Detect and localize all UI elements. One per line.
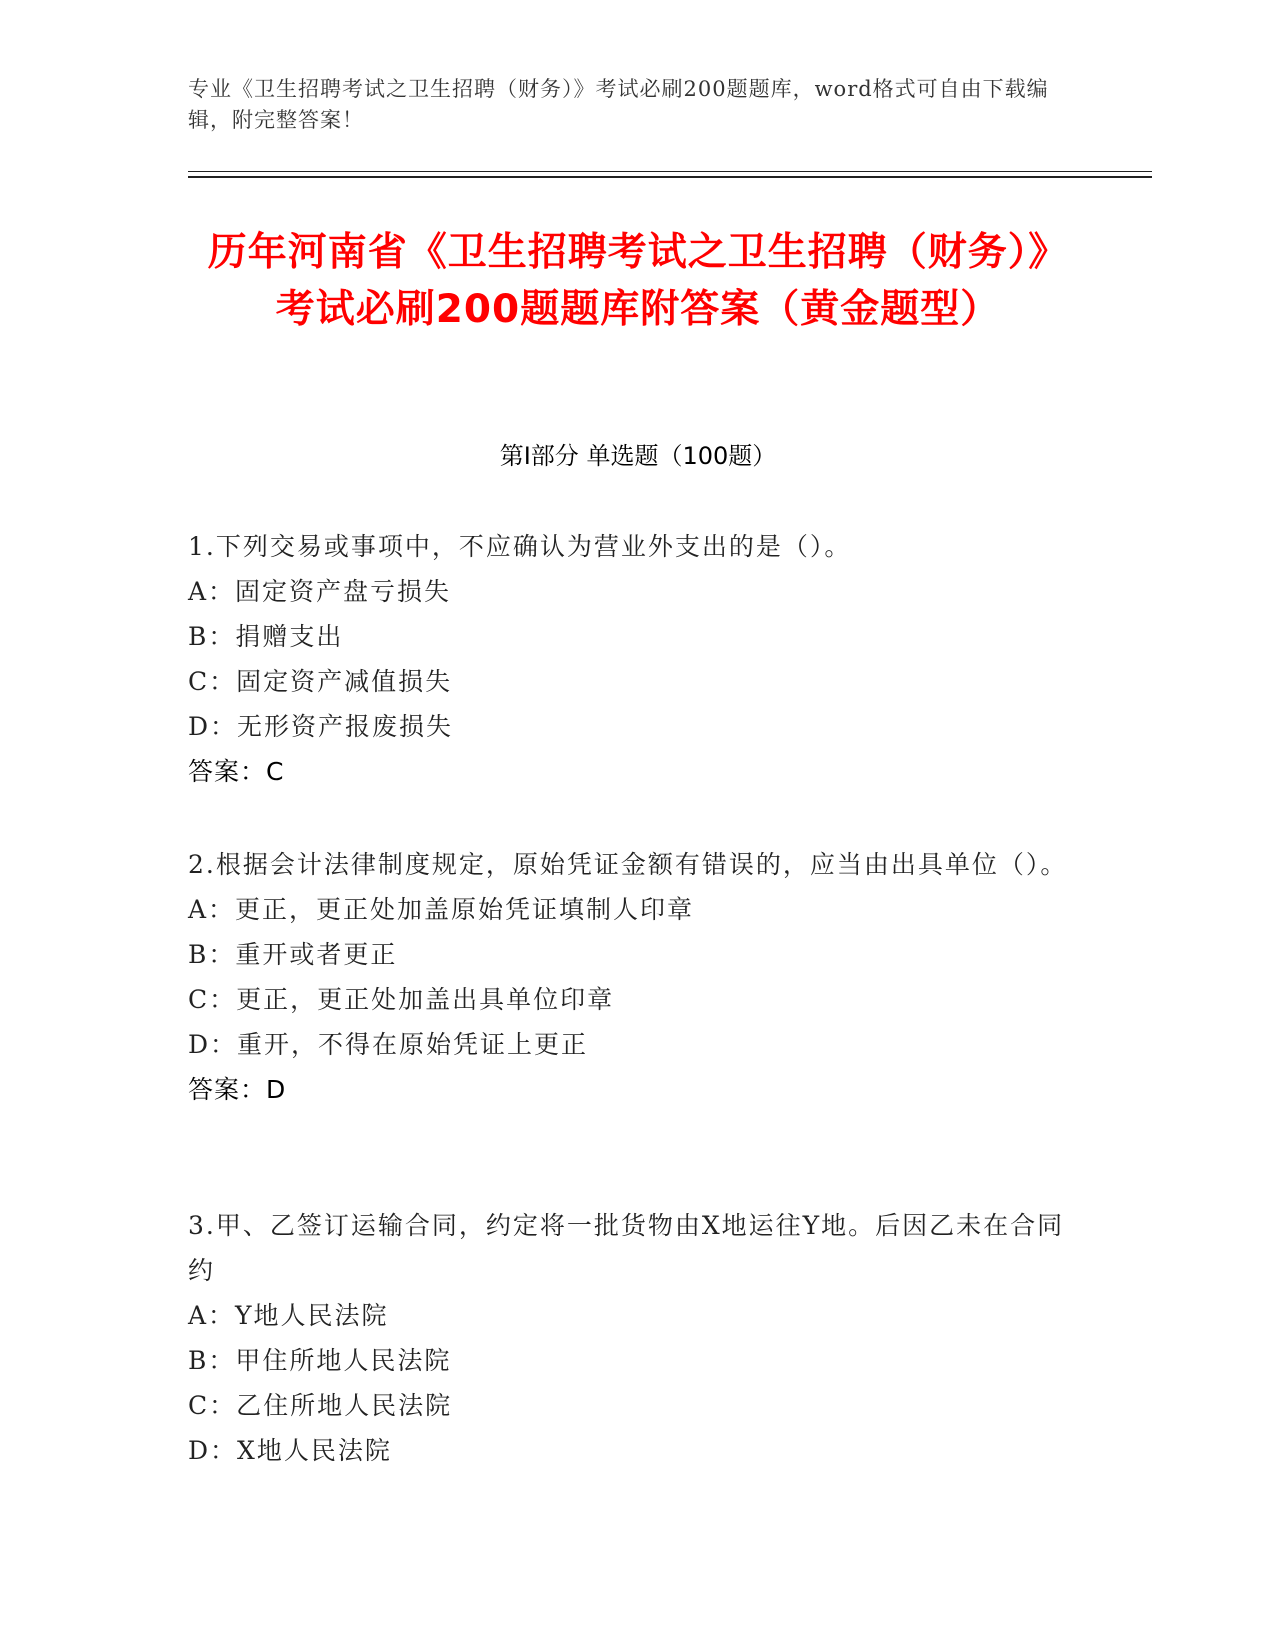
question-stem: 3.甲、乙签订运输合同，约定将一批货物由X地运往Y地。后因乙未在合同约 bbox=[188, 1211, 1065, 1285]
option-c: C：固定资产减值损失 bbox=[188, 667, 453, 696]
option-b: B：捐赠支出 bbox=[188, 622, 344, 651]
option-b: B：甲住所地人民法院 bbox=[188, 1346, 452, 1375]
question-2 bbox=[188, 842, 1068, 1112]
option-a: A：Y地人民法院 bbox=[188, 1301, 389, 1330]
answer: 答案：D bbox=[188, 1075, 287, 1104]
header-note: 专业《卫生招聘考试之卫生招聘（财务）》考试必刷200题题库，word格式可自由下载编辑，附完整答案！ bbox=[188, 77, 1049, 132]
question-1 bbox=[188, 524, 1068, 794]
option-a: A：固定资产盘亏损失 bbox=[188, 577, 452, 606]
option-c: C：更正，更正处加盖出具单位印章 bbox=[188, 985, 615, 1014]
section-title: 第I部分 单选题（100题） bbox=[499, 442, 777, 470]
answer: 答案：C bbox=[188, 757, 285, 786]
option-d: D：无形资产报废损失 bbox=[188, 712, 454, 741]
option-d: D：重开，不得在原始凭证上更正 bbox=[188, 1030, 589, 1059]
option-d: D：X地人民法院 bbox=[188, 1436, 392, 1465]
header-divider-thin bbox=[188, 171, 1152, 172]
option-b: B：重开或者更正 bbox=[188, 940, 398, 969]
question-stem: 2.根据会计法律制度规定，原始凭证金额有错误的，应当由出具单位（）。 bbox=[188, 850, 1068, 879]
question-stem: 1.下列交易或事项中，不应确认为营业外支出的是（）。 bbox=[188, 532, 852, 561]
option-c: C：乙住所地人民法院 bbox=[188, 1391, 453, 1420]
header-divider-thick bbox=[188, 176, 1152, 178]
option-a: A：更正，更正处加盖原始凭证填制人印章 bbox=[188, 895, 695, 924]
question-3 bbox=[188, 1203, 1068, 1473]
document-title: 历年河南省《卫生招聘考试之卫生招聘（财务）》考试必刷200题题库附答案（黄金题型） bbox=[207, 230, 1069, 332]
